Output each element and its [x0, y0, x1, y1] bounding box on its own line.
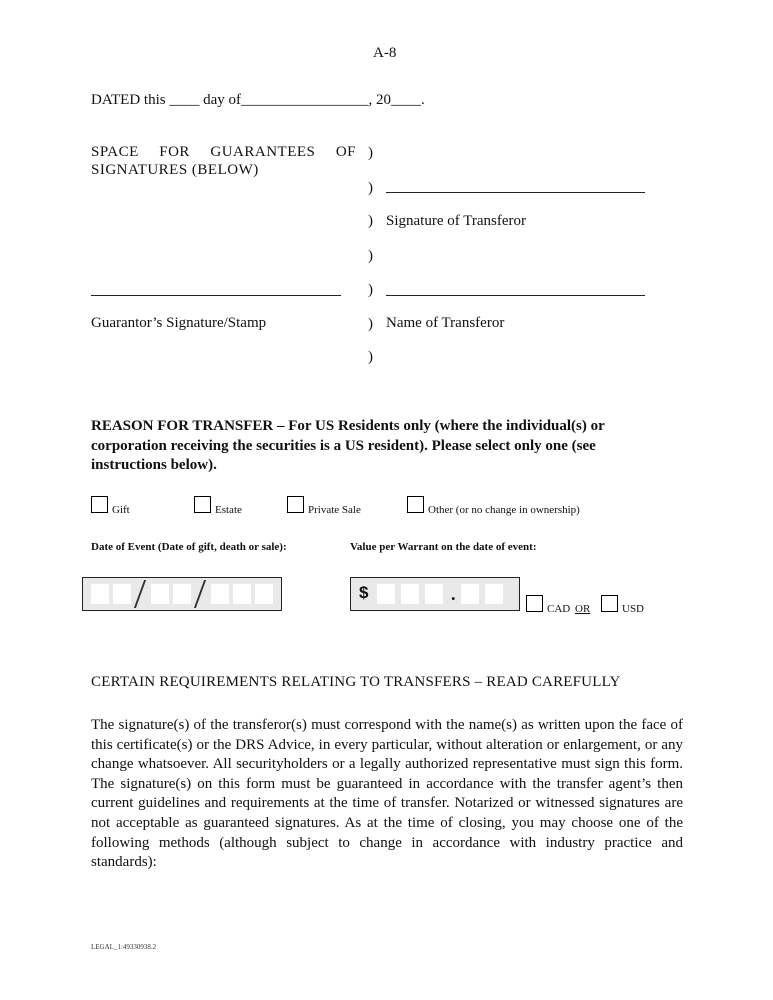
usd-checkbox[interactable]	[601, 595, 618, 612]
paren-3: )	[368, 213, 373, 229]
other-checkbox[interactable]	[407, 496, 424, 513]
date-of-event-label: Date of Event (Date of gift, death or sale):	[91, 541, 287, 553]
guarantor-signature-line[interactable]	[91, 295, 341, 296]
usd-label: USD	[622, 603, 645, 615]
signature-of-transferor-label: Signature of Transferor	[386, 213, 526, 229]
dollar-sign: $	[359, 583, 369, 602]
paren-6: )	[368, 316, 373, 332]
or-label: OR	[575, 603, 591, 615]
value-per-warrant-input[interactable]	[350, 577, 520, 611]
requirements-paragraph: The signature(s) of the transferor(s) must correspond with the name(s) as written upon the face of this certificate(s) or the DRS Advice, in every particular, without alteration or enlargement, or any change whatsoever. All securityholders or a legally authorized representative must sign this form. The signature(s) on this form must be guaranteed in accordance with the transfer agent’s then current guidelines and requirements at the time of transfer. Notarized or witnessed signatures are not acceptable as guaranteed signatures. As at the time of closing, you may choose one of the following methods (although subject to change in accordance with industry practice and standards):	[91, 717, 683, 871]
name-of-transferor-line[interactable]	[386, 295, 645, 296]
private-sale-label: Private Sale	[308, 504, 361, 516]
requirements-heading: CERTAIN REQUIREMENTS RELATING TO TRANSFERS – READ CAREFULLY	[91, 674, 621, 690]
paren-2: )	[368, 180, 373, 196]
cad-checkbox[interactable]	[526, 595, 543, 612]
paren-5: )	[368, 282, 373, 298]
gift-label: Gift	[112, 504, 130, 516]
guarantee-heading: SPACE FOR GUARANTEES OF	[91, 144, 356, 160]
estate-label: Estate	[215, 504, 242, 516]
reason-for-transfer-heading: REASON FOR TRANSFER – For US Residents only (where the individual(s) or corporation receiving the securities is a US resident). Please select only one (see instructions below).	[91, 418, 605, 473]
private-sale-checkbox[interactable]	[287, 496, 304, 513]
guarantor-label: Guarantor’s Signature/Stamp	[91, 315, 267, 331]
signature-of-transferor-line[interactable]	[386, 192, 645, 193]
footer-document-code: LEGAL_1:49330938.2	[91, 943, 157, 951]
value-per-warrant-label: Value per Warrant on the date of event:	[350, 541, 537, 553]
dated-line: DATED this ____ day of_________________, 20____.	[91, 92, 425, 108]
date-of-event-input[interactable]	[82, 577, 282, 611]
decimal-point: .	[451, 584, 456, 604]
estate-checkbox[interactable]	[194, 496, 211, 513]
page-number: A-8	[373, 45, 397, 61]
cad-label: CAD	[547, 603, 571, 615]
paren-1: )	[368, 145, 373, 161]
other-label: Other (or no change in ownership)	[428, 504, 580, 516]
gift-checkbox[interactable]	[91, 496, 108, 513]
paren-7: )	[368, 349, 373, 365]
guarantee-heading-line2: SIGNATURES (BELOW)	[91, 162, 259, 178]
paren-4: )	[368, 248, 373, 264]
name-of-transferor-label: Name of Transferor	[386, 315, 505, 331]
